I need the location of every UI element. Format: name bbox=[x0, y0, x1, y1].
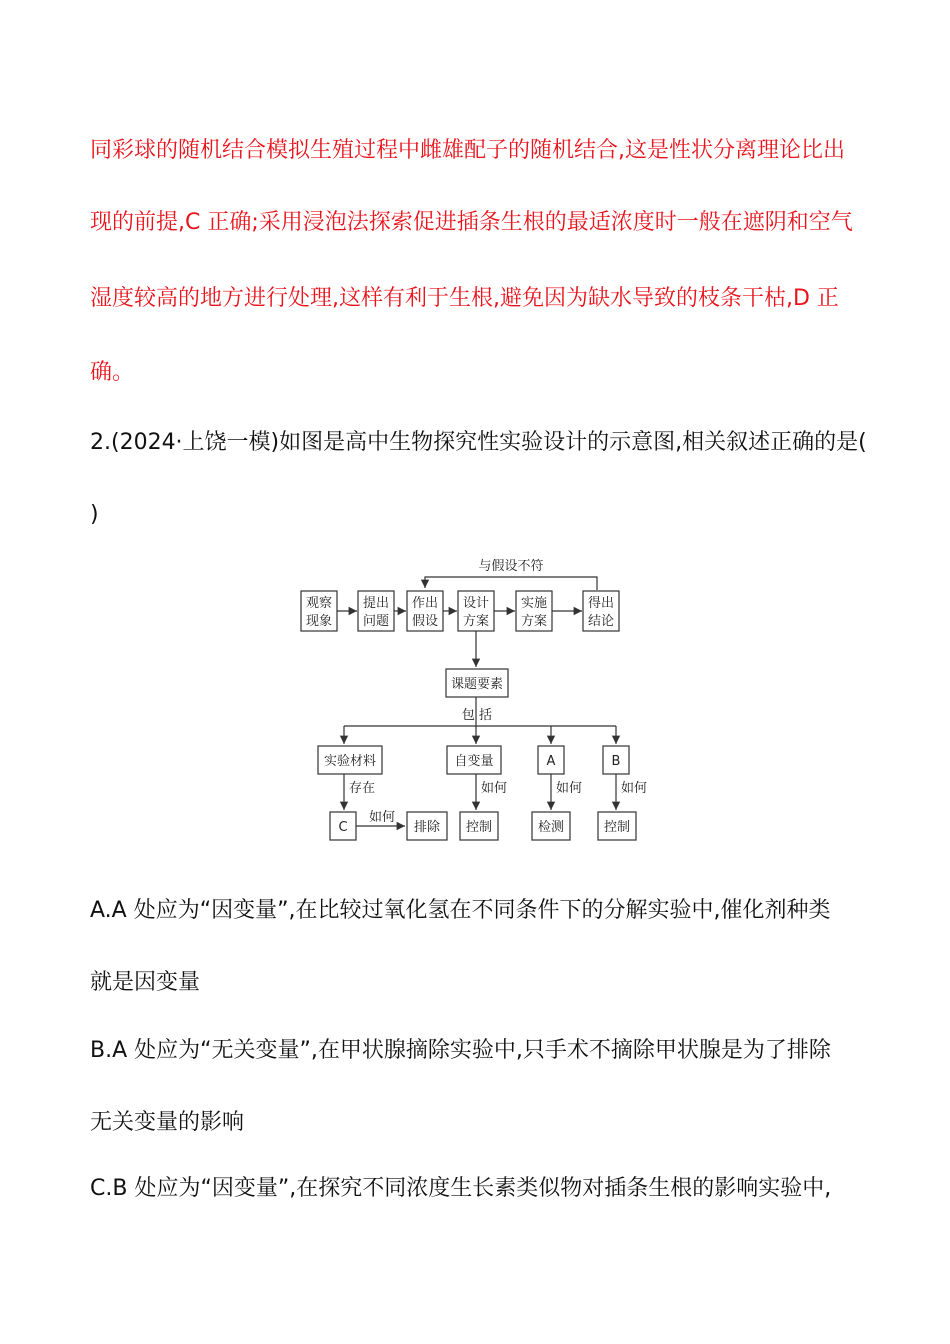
svg-text:检测: 检测 bbox=[537, 820, 565, 835]
svg-text:作出: 作出 bbox=[411, 596, 439, 611]
svg-text:得出: 得出 bbox=[587, 596, 615, 611]
step-conclude bbox=[583, 591, 619, 631]
svg-text:B: B bbox=[611, 754, 621, 769]
bottom-exclude bbox=[407, 812, 447, 840]
how-label-3: 如何 bbox=[621, 781, 648, 796]
c-box bbox=[330, 812, 356, 840]
svg-text:控制: 控制 bbox=[603, 820, 631, 835]
svg-text:提出: 提出 bbox=[362, 596, 390, 611]
option-c-line-1: C.B 处应为“因变量”,在探究不同浓度生长素类似物对插条生根的影响实验中, bbox=[90, 1176, 832, 1201]
explanation-line-4: 确。 bbox=[90, 360, 135, 385]
bottom-control-2 bbox=[598, 812, 636, 840]
category-material bbox=[318, 746, 382, 774]
explanation-line-3: 湿度较高的地方进行处理,这样有利于生根,避免因为缺水导致的枝条干枯,D 正 bbox=[90, 286, 839, 311]
option-b-line-1: B.A 处应为“无关变量”,在甲状腺摘除实验中,只手术不摘除甲状腺是为了排除 bbox=[90, 1038, 831, 1063]
step-hypothesize bbox=[407, 591, 443, 631]
how-label-2: 如何 bbox=[556, 781, 583, 796]
exist-label: 存在 bbox=[349, 781, 376, 796]
svg-text:观察: 观察 bbox=[305, 596, 333, 611]
svg-text:自变量: 自变量 bbox=[454, 754, 494, 769]
bottom-detect bbox=[532, 812, 570, 840]
svg-text:A: A bbox=[546, 754, 556, 769]
step-ask bbox=[358, 591, 394, 631]
category-b bbox=[603, 746, 629, 774]
svg-text:C: C bbox=[338, 820, 348, 835]
question-line-1: 2.(2024·上饶一模)如图是高中生物探究性实验设计的示意图,相关叙述正确的是( bbox=[90, 430, 867, 455]
step-implement bbox=[516, 591, 552, 631]
svg-text:课题要素: 课题要素 bbox=[450, 677, 504, 692]
svg-text:设计: 设计 bbox=[462, 596, 490, 611]
svg-text:方案: 方案 bbox=[520, 614, 548, 629]
svg-text:问题: 问题 bbox=[362, 614, 390, 629]
svg-text:现象: 现象 bbox=[305, 614, 333, 629]
option-a-line-2: 就是因变量 bbox=[90, 970, 201, 995]
how-label-c: 如何 bbox=[368, 810, 396, 825]
svg-text:实施: 实施 bbox=[520, 596, 548, 611]
option-a-line-1: A.A 处应为“因变量”,在比较过氧化氢在不同条件下的分解实验中,催化剂种类 bbox=[90, 898, 831, 923]
feedback-label: 与假设不符 bbox=[478, 559, 544, 574]
svg-text:实验材料: 实验材料 bbox=[323, 754, 377, 769]
elements-box bbox=[446, 669, 508, 697]
svg-text:结论: 结论 bbox=[587, 614, 615, 629]
option-b-line-2: 无关变量的影响 bbox=[90, 1110, 245, 1135]
step-design bbox=[458, 591, 494, 631]
svg-text:控制: 控制 bbox=[465, 820, 493, 835]
question-line-2: ) bbox=[90, 502, 99, 527]
svg-text:排除: 排除 bbox=[413, 820, 441, 835]
category-independent-variable bbox=[447, 746, 501, 774]
bottom-control-1 bbox=[460, 812, 498, 840]
how-label-1: 如何 bbox=[481, 781, 508, 796]
svg-text:假设: 假设 bbox=[411, 614, 439, 629]
step-observe bbox=[301, 591, 337, 631]
explanation-line-1: 同彩球的随机结合模拟生殖过程中雌雄配子的随机结合,这是性状分离理论比出 bbox=[90, 138, 845, 163]
explanation-line-2: 现的前提,C 正确;采用浸泡法探索促进插条生根的最适浓度时一般在遮阴和空气 bbox=[90, 210, 853, 235]
svg-text:方案: 方案 bbox=[462, 614, 490, 629]
include-label: 包 括 bbox=[461, 708, 493, 723]
category-a bbox=[538, 746, 564, 774]
